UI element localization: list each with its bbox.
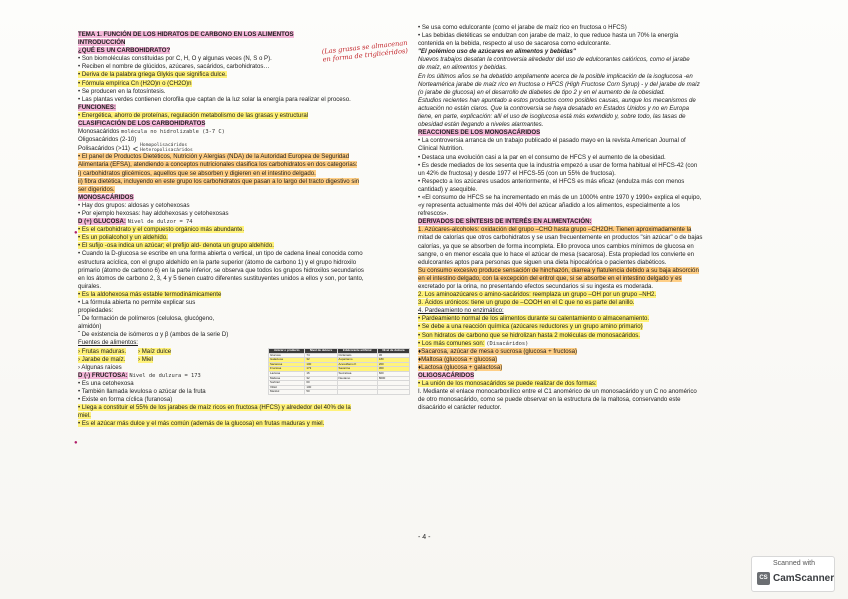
- table-cell: 32: [305, 358, 337, 363]
- table-header: Edulcorante artificial: [337, 349, 377, 354]
- bullet: • Es el azúcar más dulce y el más común (además de la glucosa) en frutas maduras y miel.: [78, 420, 325, 428]
- classification-item: Polisacáridos (>11): [78, 144, 130, 152]
- oligosacaridos-heading: OLIGOSACÁRIDOS: [418, 372, 475, 380]
- reacciones-heading: REACCIONES DE LOS MONOSACÁRIDOS: [418, 129, 541, 137]
- table-cell: Fructosa: [269, 367, 305, 372]
- table-cell: Glucosa: [269, 353, 305, 358]
- table-cell: 50: [305, 390, 337, 395]
- paragraph-line: disacárido el carácter reductor.: [418, 404, 502, 412]
- bullet: • Destaca una evolución casi a la par en el consumo de HFCS y el aumento de la obesidad.: [418, 153, 666, 161]
- article-line: Estudios recientes han apuntado a estos productos como posibles causas, aunque los mecanismos de: [418, 96, 696, 104]
- classification-item: Monosacáridos: [78, 128, 120, 136]
- derivados-heading: DERIVADOS DE SÍNTESIS DE INTERÉS EN ALIMENTACIÓN:: [418, 218, 592, 226]
- table-cell: Sorbitol: [269, 381, 305, 386]
- bullet: «y representa actualmente más del 40% del azúcar añadido a los alimentos, especialmente a los: [418, 202, 680, 210]
- handwritten-note: molécula no hidrolizable (3-7 C): [121, 129, 225, 136]
- bullet: contenida en la bebida, respecto al uso de sacarosa como edulcorante.: [418, 40, 611, 48]
- bullet: • Pardeamiento normal de los alimentos durante su calentamiento o almacenamiento.: [418, 315, 650, 323]
- table-cell: 74: [305, 353, 337, 358]
- article-line: tiene, en parte, explicación: allí el uso de isoglucosa está más extendido y, sobre todo, las tasas de: [418, 113, 686, 121]
- bullet: • Se producen en la fotosíntesis.: [78, 87, 166, 95]
- bullet: • Los más comunes son:: [418, 339, 485, 347]
- table-cell: 30: [377, 353, 409, 358]
- red-handwritten-note: (Las grasas se almacenan en forma de triglicéridos): [321, 38, 409, 64]
- handwritten-note: Heteropolisacáridos: [140, 147, 193, 153]
- bullet: • Fórmula empírica Cn (H2O)n o (CH2O)n: [78, 79, 192, 87]
- disaccharide: ♦Maltosa (glucosa + glucosa): [418, 355, 498, 363]
- bullet: • Es un polialcohol y un aldehído.: [78, 234, 168, 242]
- table-header: Azúcar o producto: [269, 349, 305, 354]
- derivative-line: excretado por la orina, no presentando efectos secundarios si su ingesta es moderada.: [418, 283, 654, 290]
- bullet: cantidad) y asequible.: [418, 185, 478, 193]
- table-cell: Maltosa: [269, 376, 305, 381]
- table-cell: Galactosa: [269, 358, 305, 363]
- bullet: • «El consumo de HFCS se ha incrementado en más de un 1000% entre 1970 y 1990» explica el equipo,: [418, 193, 702, 201]
- table-cell: 100: [305, 362, 337, 367]
- bullet: Clinical Nutrition.: [418, 145, 464, 153]
- table-cell: 16: [305, 371, 337, 376]
- bullet: • Es una cetohexosa: [78, 379, 134, 387]
- table-cell: [337, 390, 377, 395]
- bullet: • Son biomoléculas constituidas por C, H, O y algunas veces (N, S o P).: [78, 55, 272, 63]
- derivative-line: calorías, ya que se absorben de forma incompleta. Ello provoca unos cambios mínimos de glucosa en: [418, 242, 694, 250]
- table-cell: Manitol: [269, 390, 305, 395]
- sub-bullet: almidón): [78, 323, 102, 331]
- paragraph-line: de otro monosacárido, como se puede observar en la estructura de la maltosa, conservando este: [418, 396, 681, 404]
- derivative-line: 3. Ácidos urónicos: tiene un grupo de –COOH en el C que no es parte del anillo.: [418, 299, 635, 307]
- paragraph-line: estructura acíclica, con el grupo aldehído en la parte superior (átomo de carbono 1) y el grupo hidroxilo: [78, 258, 357, 266]
- article-line: de maíz, en alimentos y bebidas.: [418, 64, 508, 72]
- table-header: Nivel de dulzura: [305, 349, 337, 354]
- table-header: Nivel de dulzura: [377, 349, 409, 354]
- bullet: • Se usa como edulcorante (como el jarabe de maíz rico en fructosa o HFCS): [418, 24, 627, 31]
- bullet: • Son hidratos de carbono que se hidrolizan hasta 2 moléculas de monosacáridos.: [418, 331, 640, 339]
- table-cell: Aspartamo: [337, 358, 377, 363]
- badge-caption: Scanned with: [772, 560, 816, 567]
- intro-heading: INTRODUCCIÓN: [78, 39, 126, 47]
- article-line: Nuevos trabajos desatan la controversia alrededor del uso de edulcorantes calóricos, como el jarabe: [418, 56, 690, 64]
- table-cell: 600: [377, 371, 409, 376]
- brace-icon: <: [132, 143, 139, 154]
- bullet: • Reciben el nombre de glúcidos, azúcares, sacáridos, carbohidratos…: [78, 63, 270, 71]
- bullet: • Se debe a una reacción química (azúcares reductores y un grupo amino primario): [418, 323, 643, 331]
- article-line: Norteamérica jarabe de maíz rico en fructosa o HFCS (High Fructose Corn Syrup) - y del jarabe de maíz: [418, 80, 700, 88]
- efsa-line: Alimentaria (EFSA), atendiendo a conceptos nutricionales clasifica los carbohidratos en dos categorías:: [78, 161, 358, 169]
- bullet: • Las plantas verdes contienen clorofila que captan de la luz solar la energía para realizar el proceso.: [78, 95, 351, 103]
- sub-bullet: ˜ De formación de polímeros (celulosa, glucógeno,: [78, 315, 215, 323]
- camscanner-logo-icon: CS: [757, 572, 770, 585]
- section-title: TEMA 1. FUNCIÓN DE LOS HIDRATOS DE CARBONO EN LOS ALIMENTOS: [78, 31, 294, 38]
- funciones-heading: FUNCIONES:: [78, 103, 116, 111]
- paragraph-line: • Cuando la D-glucosa se escribe en una forma abierta o vertical, un tipo de cadena lineal conocida como: [78, 250, 363, 258]
- sub-bullet: ˜ De existencia de isómeros α y β (ambos de la serie D): [78, 331, 229, 339]
- bullet: • El sufijo -osa indica un azúcar; el prefijo ald- denota un grupo aldehído.: [78, 242, 274, 250]
- bullet: un 42% de fructosa) y desde 1977 el HFCS-55 (con un 55% de fructosa).: [418, 169, 616, 177]
- bullet: • Por ejemplo hexosas: hay aldohexosas y cetohexosas: [78, 209, 229, 217]
- table-cell: Sacarosa: [269, 362, 305, 367]
- handwritten-note: Nivel de dulzura = 173: [129, 372, 201, 379]
- margin-mark-icon: ●: [74, 230, 78, 236]
- table-cell: Xilitol: [269, 385, 305, 390]
- food-source: › Maíz dulce: [138, 347, 172, 355]
- food-source: › Jarabe de maíz.: [78, 355, 126, 363]
- handwritten-note: Nivel de dulzor = 74: [127, 219, 193, 226]
- table-cell: Sucralosa: [337, 371, 377, 376]
- sweetness-table: [268, 348, 410, 395]
- table-cell: 8000: [377, 376, 409, 381]
- derivative-line: Su consumo excesivo produce sensación de hinchazón, diarrea y flatulencia debido a su baja absorción: [418, 266, 699, 274]
- glucosa-heading: D (+) GLUCOSA:: [78, 218, 126, 226]
- table-cell: Lactosa: [269, 371, 305, 376]
- question-heading: ¿QUÉ ES UN CARBOHIDRATO?: [78, 47, 171, 55]
- bullet: • La unión de los monosacáridos se puede realizar de dos formas:: [418, 380, 597, 388]
- derivative-line: en el intestino delgado, con la excepción del eritrol que, si se absorbe en el intestino delgado y es: [418, 274, 682, 282]
- table-cell: 32: [305, 376, 337, 381]
- bullet: • Las bebidas dietéticas se endulzan con jarabe de maíz, lo que reduce hasta un 70% la energía: [418, 32, 679, 40]
- bullet: • Deriva de la palabra griega Glykis que significa dulce.: [78, 71, 227, 79]
- paragraph-line: quirales.: [78, 282, 102, 290]
- paragraph-line: en los átomos de carbono 2, 3, 4 y 5 tienen cuatro diferentes sustituyentes unidos a ellos y son, por tanto,: [78, 274, 364, 282]
- table-cell: Acesulfamo K: [337, 362, 377, 367]
- bullet: • Es la aldohexosa más estable termodinámicamente: [78, 290, 222, 298]
- classification-item: Oligosacáridos (2-10): [78, 136, 137, 144]
- bullet: • Existe en forma cíclica (furanosa): [78, 396, 173, 404]
- table-cell: 200: [377, 362, 409, 367]
- efsa-line: i) carbohidratos glicémicos, aquellos que se absorben y digieren en el intestino delgado.: [78, 169, 316, 177]
- food-source: › Frutas maduras.: [78, 347, 127, 355]
- table-cell: Neotamo: [337, 376, 377, 381]
- disaccharide: ♦Lactosa (glucosa + galactosa): [418, 363, 503, 371]
- bullet: • Respecto a los azúcares usados anteriormente, el HFCS es más eficaz (endulza más con menos: [418, 177, 685, 185]
- bullet: • También llamada levulosa o azúcar de la fruta: [78, 388, 206, 396]
- bullet: propiedades:: [78, 307, 114, 315]
- paragraph-line: primario (átomo de carbono 6) en la parte inferior, se observa que todos los grupos hidroxilos secundarios: [78, 266, 364, 274]
- derivative-line: 2. Los aminoazúcares o amino-sacáridos: reemplaza un grupo –OH por un grupo –NH2.: [418, 291, 657, 299]
- food-source: › Algunas raíces: [78, 363, 122, 371]
- article-line: obesidad están llegando a niveles alarmantes.: [418, 121, 544, 129]
- table-cell: 300: [377, 367, 409, 372]
- table-row: [269, 390, 410, 395]
- disaccharide: ♦Sacarosa, azúcar de mesa o sucrosa (glucosa + fructosa): [418, 347, 578, 355]
- table-cell: 173: [305, 367, 337, 372]
- paragraph-line: I. Mediante el enlace monocarboxílico entre el C1 anomérico de un monosacárido y un C no anomérico: [418, 388, 697, 396]
- bullet: • Hay dos grupos: aldosas y cetohexosas: [78, 201, 190, 209]
- article-title: "El polémico uso de azúcares en alimentos y bebidas": [418, 48, 576, 56]
- bullet: miel.: [78, 412, 91, 420]
- right-column: [418, 24, 776, 413]
- fuentes-heading: Fuentes de alimentos:: [78, 339, 138, 347]
- table-cell: 60: [305, 381, 337, 386]
- efsa-line: • El panel de Productos Dietéticos, Nutrición y Alergias (NDA) de la Autoridad Europea de Seguridad: [78, 153, 350, 161]
- derivative-line: edulcorantes aptos para personas que siguen una dieta hipocalórica o pacientes diabéticos.: [418, 258, 667, 266]
- badge-brand: CamScanner: [773, 573, 835, 584]
- clasificacion-heading: CLASIFICACIÓN DE LOS CARBOHIDRATOS: [78, 120, 206, 128]
- bullet: • La fórmula abierta no permite explicar sus: [78, 299, 196, 306]
- bullet: • La controversia arranca de un trabajo publicado el pasado mayo en la revista American Journal of: [418, 137, 686, 145]
- bullet: • Es el carbohidrato y el compuesto orgánico más abundante.: [78, 226, 245, 234]
- table-cell: 180: [377, 358, 409, 363]
- table-cell: Ciclamato: [337, 353, 377, 358]
- derivative-line: 4. Pardeamiento no enzimático:: [418, 307, 504, 315]
- efsa-line: ser digeridos.: [78, 185, 115, 193]
- camscanner-badge: [751, 556, 835, 592]
- table-cell: 100: [305, 385, 337, 390]
- table-cell: Sacarina: [337, 367, 377, 372]
- bullet: refrescos».: [418, 210, 449, 218]
- handwritten-note: (Disacáridos): [486, 340, 529, 347]
- fructosa-heading: D (-) FRUCTOSA:: [78, 371, 128, 379]
- article-line: actuación no están claros. Que la controversia se haya desatado en Estados Unidos y no en Europa: [418, 104, 690, 112]
- bullet: • Energética, ahorro de proteínas, regulación metabolismo de las grasas y estructural: [78, 111, 309, 119]
- derivative-line: mitad de calorías que otros carbohidratos y se usan frecuentemente en productos "sin azúcar" o de bajas: [418, 234, 703, 242]
- margin-mark-icon: ●: [74, 440, 78, 446]
- page-number: - 4 -: [418, 534, 431, 541]
- food-source: › Miel: [138, 355, 153, 363]
- derivative-line: sangre, o en menor escala que lo hace el azúcar de mesa (sacarosa). Esta propiedad los convierte en: [418, 250, 695, 258]
- derivative-line: 1. Azúcares-alcoholes: oxidación del grupo –CHO hasta grupo –CH2OH. Tienen aproximadamente la: [418, 226, 692, 234]
- article-line: En los últimos años se ha debatido ampliamente acerca de la posible implicación de la isoglucosa -en: [418, 72, 693, 80]
- handwritten-note: Homopolisacáridos: [140, 143, 188, 149]
- monosacaridos-heading: MONOSACÁRIDOS: [78, 193, 134, 201]
- article-line: (o jarabe de glucosa) en el desarrollo de diabetes de tipo 2 y en el aumento de la obesidad.: [418, 88, 665, 96]
- bullet: • Llega a constituir el 55% de los jarabes de maíz ricos en fructosa (HFCS) y alrededor del 40% de la: [78, 404, 351, 412]
- table-cell: [377, 390, 409, 395]
- bullet: • Es desde mediados de los sesenta que la industria empezó a usar de forma habitual el HFCS-42 (con: [418, 161, 698, 169]
- efsa-line: ii) fibra dietética, incluyendo en este grupo los carbohidratos que pasan a lo largo del tracto digestivo sin: [78, 177, 360, 185]
